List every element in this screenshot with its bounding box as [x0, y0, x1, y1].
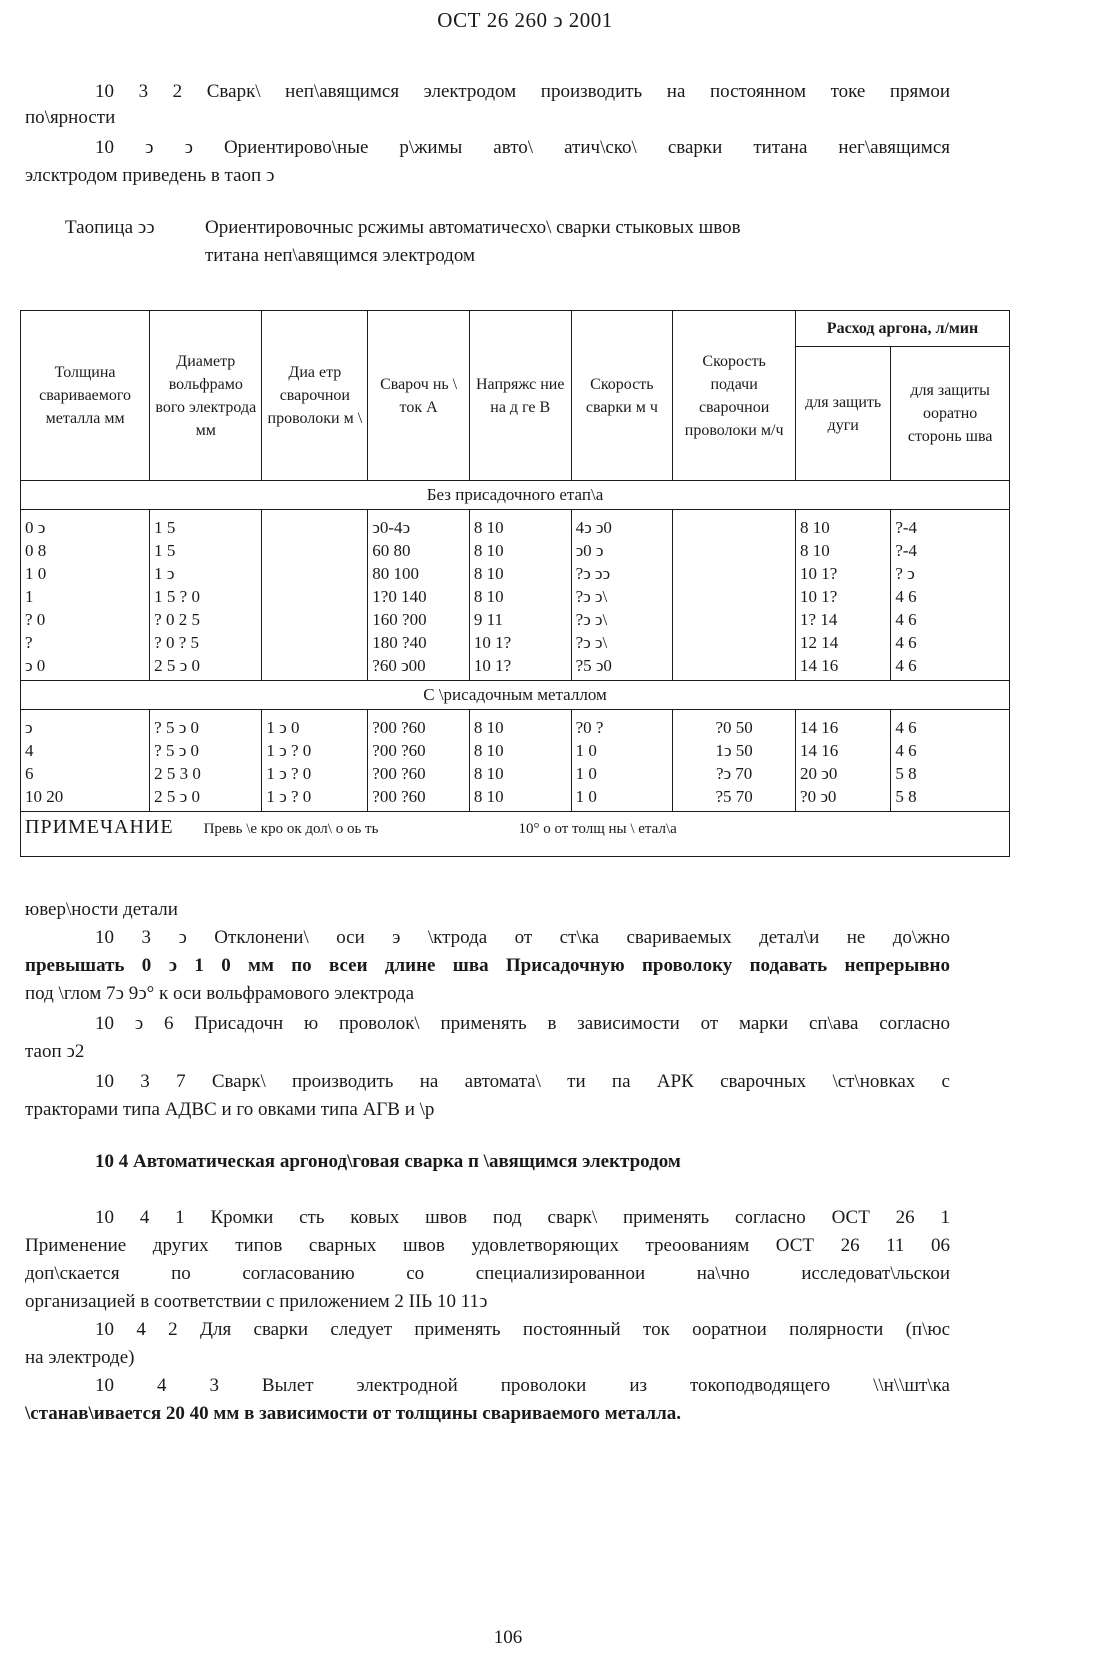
para-10-3-3-line1: 10 ͻ ͻ Ориентирово\ные р\жимы авто\ атич\ско\ сварки титана нег\авящимся: [95, 137, 950, 158]
table-cell: ?ͻ ͻͻ: [571, 562, 673, 585]
para-10-3-5-line3: под \глом 7ͻ 9ͻ° к оси вольфрамового электрода: [25, 983, 415, 1004]
table-cell: ?-4: [891, 539, 1010, 562]
table-cell: 14 16: [796, 654, 891, 681]
table-row: [21, 585, 1010, 608]
table-cell: [673, 631, 796, 654]
table-cell: ?00 ?60: [368, 785, 470, 812]
table-cell: [262, 585, 368, 608]
table-cell: 8 10: [469, 710, 571, 740]
table-cell: 8 10: [469, 510, 571, 540]
header-voltage: Напряжс ние на д ге В: [469, 311, 571, 481]
table-cell: 1 ͻ ? 0: [262, 785, 368, 812]
table-cell: ?: [21, 631, 150, 654]
table-cell: 1 5: [150, 539, 262, 562]
table-cell: ?-4: [891, 510, 1010, 540]
para-10-4-2-line1: 10 4 2 Для сварки следует применять постоянный ток ооратнои полярности (п\юс: [95, 1319, 950, 1340]
table-cell: 8 10: [469, 785, 571, 812]
table-cell: 1 0: [571, 785, 673, 812]
header-wire-diameter: Диа етр сварочнои проволоки м \: [262, 311, 368, 481]
para-continuation: ювер\ности детали: [25, 899, 178, 920]
para-10-4-3-line1: 10 4 3 Вылет электродной проволоки из токоподводящего \\н\\шт\ка: [95, 1375, 950, 1396]
table-cell: ?0 ͻ0: [796, 785, 891, 812]
table-cell: ? 0 2 5: [150, 608, 262, 631]
para-10-4-3-line2: \станав\ивается 20 40 мм в зависимости от толщины свариваемого металла.: [25, 1403, 681, 1424]
table-row: [21, 762, 1010, 785]
table-cell: 0 ͻ: [21, 510, 150, 540]
table-note: [21, 812, 1010, 857]
table-cell: ?0 50: [673, 710, 796, 740]
para-10-4-1-line3: доп\скается по согласованию со специализированнои на\чно исследоват\льскои: [25, 1263, 950, 1284]
table-cell: 14 16: [796, 739, 891, 762]
table-cell: ? 5 ͻ 0: [150, 739, 262, 762]
table-cell: [262, 539, 368, 562]
table-cell: ? 0 ? 5: [150, 631, 262, 654]
para-10-4-1-line4: организацией в соответствии с приложением 2 IIЬ 10 11ͻ: [25, 1291, 488, 1312]
para-10-4-2-line2: на электроде): [25, 1347, 135, 1368]
table-cell: 8 10: [469, 539, 571, 562]
table-cell: 8 10: [469, 762, 571, 785]
table-row: [21, 654, 1010, 681]
table-cell: 8 10: [796, 539, 891, 562]
table-cell: 1 5: [150, 510, 262, 540]
note-label: ПРИМЕЧАНИЕ: [25, 816, 174, 838]
table-row: [21, 608, 1010, 631]
table-cell: ?ͻ ͻ\: [571, 585, 673, 608]
page-number: 106: [493, 1627, 523, 1648]
table-cell: [262, 608, 368, 631]
table-cell: ?ͻ 70: [673, 762, 796, 785]
para-10-3-5-line1: 10 3 ͻ Отклонени\ оси э \ктрода от ст\ка свариваемых детал\и не до\жно: [95, 927, 950, 948]
table-cell: ͻ0 ͻ: [571, 539, 673, 562]
table-cell: 10 1?: [469, 654, 571, 681]
table-cell: 1? 14: [796, 608, 891, 631]
table-cell: 4 6: [891, 631, 1010, 654]
table-row: [21, 785, 1010, 812]
table-cell: 1 ͻ: [150, 562, 262, 585]
table-cell: 60 80: [368, 539, 470, 562]
header-speed: Скорость сварки м ч: [571, 311, 673, 481]
table-cell: ?00 ?60: [368, 739, 470, 762]
table-row: [21, 710, 1010, 740]
table-cell: ͻ 0: [21, 654, 150, 681]
table-cell: ?60 ͻ00: [368, 654, 470, 681]
para-10-4-1-line2: Применение других типов сварных швов удовлетворяющих треоованиям ОСТ 26 11 06: [25, 1235, 950, 1256]
table-cell: ?0 ?: [571, 710, 673, 740]
table-cell: [673, 654, 796, 681]
table-cell: [262, 654, 368, 681]
table-cell: 180 ?40: [368, 631, 470, 654]
table-cell: [673, 585, 796, 608]
header-tungsten-diameter: Диаметр вольфрамо вого электрода мм: [150, 311, 262, 481]
para-10-3-3-line2: элсктродом приведень в таоп ͻ: [25, 165, 275, 186]
para-10-3-7-line1: 10 3 7 Сварк\ производить на автомата\ ти па АРК сварочных \ст\новках с: [95, 1071, 950, 1092]
table-caption-line2: титана неп\авящимся электродом: [205, 245, 475, 266]
table-caption-label: Таопица ͻͻ: [65, 217, 155, 238]
para-10-4-1-line1: 10 4 1 Кромки сть ковых швов под сварк\ применять согласно ОСТ 26 1: [95, 1207, 950, 1228]
header-wire-feed: Скорость подачи сварочнои проволоки м/ч: [673, 311, 796, 481]
section-with-filler: С \рисадочным металлом: [21, 681, 1010, 710]
table-cell: 1 0: [571, 739, 673, 762]
table-cell: ? 5 ͻ 0: [150, 710, 262, 740]
table-cell: [262, 510, 368, 540]
table-cell: ? 0: [21, 608, 150, 631]
table-cell: 4 6: [891, 654, 1010, 681]
table-cell: ?5 ͻ0: [571, 654, 673, 681]
table-row: [21, 510, 1010, 540]
header-argon-arc: для защить дуги: [796, 347, 891, 481]
header-argon-back: для защиты ооратно сторонь шва: [891, 347, 1010, 481]
header-thickness: Толщина свариваемого металла мм: [21, 311, 150, 481]
para-10-3-6-line1: 10 ͻ 6 Присадочн ю проволок\ применять в зависимости от марки сп\ава согласно: [95, 1013, 950, 1034]
table-cell: 2 5 ͻ 0: [150, 654, 262, 681]
table-cell: 1?0 140: [368, 585, 470, 608]
table-cell: 12 14: [796, 631, 891, 654]
table-cell: 10 1?: [469, 631, 571, 654]
table-cell: 6: [21, 762, 150, 785]
table-cell: 8 10: [469, 739, 571, 762]
section-without-filler: Без присадочного етап\а: [21, 481, 1010, 510]
table-cell: 9 11: [469, 608, 571, 631]
table-cell: 2 5 ͻ 0: [150, 785, 262, 812]
table-cell: 0 8: [21, 539, 150, 562]
table-cell: [673, 608, 796, 631]
table-cell: ?ͻ ͻ\: [571, 631, 673, 654]
table-cell: [673, 510, 796, 540]
table-row: [21, 631, 1010, 654]
table-cell: 1 5 ? 0: [150, 585, 262, 608]
table-cell: 5 8: [891, 762, 1010, 785]
table-cell: 80 100: [368, 562, 470, 585]
para-10-3-5-line2: превышать 0 ͻ 1 0 мм по всеи длине шва Присадочную проволоку подавать непрерывно: [25, 955, 950, 976]
table-cell: 14 16: [796, 710, 891, 740]
table-cell: 10 20: [21, 785, 150, 812]
table-cell: 1 ͻ ? 0: [262, 762, 368, 785]
table-cell: ?ͻ ͻ\: [571, 608, 673, 631]
table-cell: ?00 ?60: [368, 762, 470, 785]
header-argon-group: Расход аргона, л/мин: [796, 311, 1010, 347]
table-cell: [673, 562, 796, 585]
note-text: Превь \е кро ок дол\ о оь ть: [203, 821, 379, 837]
table-caption-line1: Ориентировочныс рсжимы автоматичесхо\ сварки стыковых швов: [205, 217, 741, 238]
table-cell: 1 0: [571, 762, 673, 785]
header-current: Свароч нь \ ток А: [368, 311, 470, 481]
table-cell: ? ͻ: [891, 562, 1010, 585]
table-row: [21, 539, 1010, 562]
section-10-4-heading: 10 4 Автоматическая аргонод\говая сварка п \авящимся электродом: [95, 1151, 681, 1172]
table-cell: ͻ: [21, 710, 150, 740]
table-cell: ͻ0-4ͻ: [368, 510, 470, 540]
table-cell: ?5 70: [673, 785, 796, 812]
table-cell: 1 0: [21, 562, 150, 585]
para-10-3-2-line1: 10 3 2 Сварк\ неп\авящимся электродом производить на постоянном токе прямои: [95, 81, 950, 102]
table-cell: 4ͻ ͻ0: [571, 510, 673, 540]
table-cell: 8 10: [796, 510, 891, 540]
table-row: [21, 739, 1010, 762]
table-cell: [673, 539, 796, 562]
table-cell: 4 6: [891, 710, 1010, 740]
para-10-3-7-line2: тракторами типа АДВС и го овками типа АГВ и \р: [25, 1099, 435, 1120]
para-10-3-2-line2: по\ярности: [25, 107, 116, 128]
table-cell: [262, 631, 368, 654]
table-row: [21, 562, 1010, 585]
table-cell: 160 ?00: [368, 608, 470, 631]
note-text-2: 10° о от толщ ны \ етал\а: [518, 821, 677, 837]
table-cell: 5 8: [891, 785, 1010, 812]
table-cell: 4: [21, 739, 150, 762]
table-cell: 10 1?: [796, 562, 891, 585]
para-10-3-6-line2: таоп ͻ2: [25, 1041, 85, 1062]
table-cell: 10 1?: [796, 585, 891, 608]
table-cell: 4 6: [891, 608, 1010, 631]
table-cell: 4 6: [891, 585, 1010, 608]
table-cell: ?00 ?60: [368, 710, 470, 740]
table-cell: 4 6: [891, 739, 1010, 762]
table-cell: 2 5 3 0: [150, 762, 262, 785]
welding-modes-table: [20, 310, 1010, 857]
table-cell: [262, 562, 368, 585]
table-cell: 8 10: [469, 585, 571, 608]
table-cell: 1 ͻ ? 0: [262, 739, 368, 762]
document-header: ОСТ 26 260 ͻ 2001: [437, 8, 613, 32]
table-cell: 1: [21, 585, 150, 608]
table-cell: 1ͻ 50: [673, 739, 796, 762]
table-cell: 20 ͻ0: [796, 762, 891, 785]
table-cell: 1 ͻ 0: [262, 710, 368, 740]
table-cell: 8 10: [469, 562, 571, 585]
